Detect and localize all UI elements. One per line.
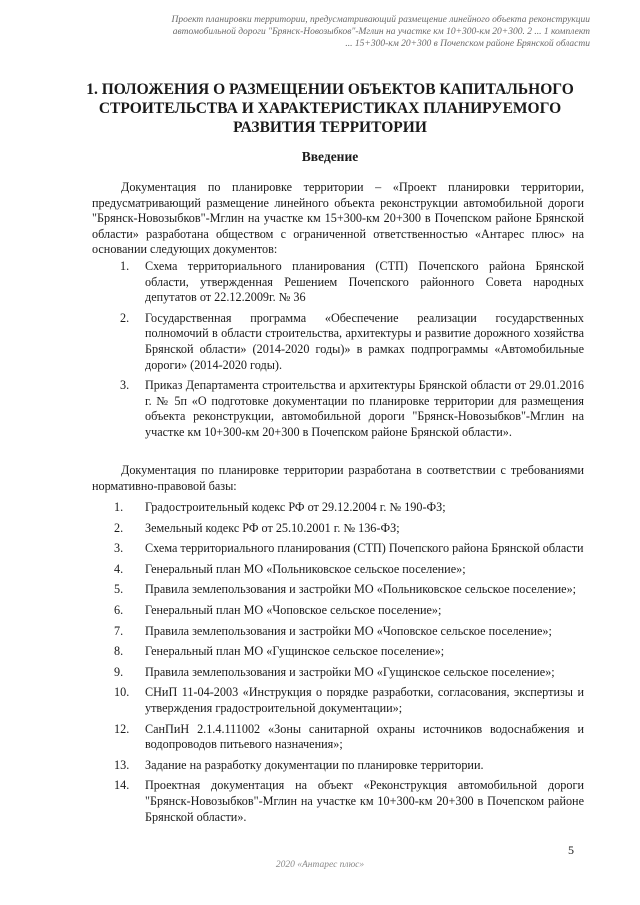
- list-item: [92, 722, 584, 753]
- list-item-text: Градостроительный кодекс РФ от 29.12.2004 г. № 190-ФЗ;: [145, 500, 446, 514]
- list-item: [92, 500, 584, 516]
- basis-documents-list: [92, 259, 584, 446]
- list-item-text: Правила землепользования и застройки МО «Чоповское сельское поселение»;: [145, 623, 552, 638]
- intro-paragraph: Документация по планировке территории – «Проект планировки территории, предусматривающий размещение линейного объекта реконструкции автомобильной дороги "Брянск-Новозыбков"-Мглин на участке км 15+300-км 20+300 в Почепском районе Брянской области» разработана обществом с ограниченной ответственностью «Антарес плюс» на основании следующих документов:: [92, 180, 584, 257]
- list-item-number: 8.: [114, 644, 124, 659]
- list-item-text: Проектная документация на объект «Реконструкция автомобильной дороги "Брянск-Новозыбков"-Мглин на участке км 10+300-км 20+300 в Почепском районе Брянской области».: [145, 778, 584, 824]
- list-item: [92, 521, 584, 537]
- regulatory-list: [92, 500, 584, 830]
- list-item-text: Правила землепользования и застройки МО «Польниковское сельское поселение»;: [145, 582, 577, 597]
- list-item-text: Правила землепользования и застройки МО «Гущинское сельское поселение»;: [145, 664, 555, 679]
- list-item-text: Схема территориального планирования (СТП) Почепского района Брянской области, утвержденная Решением Почепского районного Совета народных депутатов от 22.12.2009г. № 36: [145, 259, 584, 305]
- list-item-number: 14.: [114, 778, 130, 793]
- list-item-text: Генеральный план МО «Польниковское сельское поселение»;: [145, 561, 466, 576]
- header-line-1: Проект планировки территории, предусматривающий размещение линейного объекта реконструкции: [171, 15, 590, 25]
- list-item: [92, 685, 584, 716]
- list-item-number: 1.: [114, 500, 124, 514]
- list-item: [92, 624, 584, 640]
- list-item-number: 5.: [114, 582, 124, 597]
- list-item: [92, 582, 584, 598]
- list-item: [92, 758, 584, 774]
- list-item: [92, 603, 584, 619]
- list-item: [92, 259, 584, 306]
- list-item-text: СанПиН 2.1.4.111002 «Зоны санитарной охраны источников водоснабжения и водопроводов питьевого назначения»;: [145, 721, 584, 752]
- list-item-text: Земельный кодекс РФ от 25.10.2001 г. № 136-ФЗ;: [145, 520, 400, 535]
- list-item-number: 3.: [114, 541, 124, 556]
- subsection-title: Введение: [301, 149, 359, 164]
- header-line-3: ... 15+300-км 20+300 в Почепском районе Брянской области: [345, 39, 590, 49]
- list-item-number: 2.: [114, 520, 124, 535]
- list-item-text: Генеральный план МО «Чоповское сельское поселение»;: [145, 602, 442, 617]
- list-item: [92, 562, 584, 578]
- list-item: [92, 541, 584, 557]
- section-title: 1. ПОЛОЖЕНИЯ О РАЗМЕЩЕНИИ ОБЪЕКТОВ КАПИТАЛЬНОГО СТРОИТЕЛЬСТВА И ХАРАКТЕРИСТИКАХ ПЛАНИРУЕМОГО РАЗВИТИЯ ТЕРРИТОРИИ: [86, 81, 574, 136]
- list-item-number: 2.: [120, 310, 130, 325]
- list-item: [92, 778, 584, 825]
- list-item-number: 4.: [114, 561, 124, 576]
- list-item-text: Генеральный план МО «Гущинское сельское поселение»;: [145, 644, 445, 659]
- running-header: [70, 14, 590, 50]
- list-item-number: 12.: [114, 721, 130, 736]
- list-item: [92, 665, 584, 681]
- list-item-number: 7.: [114, 623, 124, 638]
- running-footer: 2020 «Антарес плюс»: [275, 860, 365, 870]
- list-item-text: Государственная программа «Обеспечение реализации государственных полномочий в области строительства, архитектуры и развитие дорожного хозяйства Брянской области» (2014-2020 годы)» в рамках подпрограммы «Автомобильные дороги» (2014-2020 годы).: [145, 310, 584, 372]
- list-item-number: 6.: [114, 602, 124, 617]
- list-item: [92, 378, 584, 440]
- list-item-text: Схема территориального планирования (СТП) Почепского района Брянской области: [145, 541, 584, 556]
- list-item-number: 3.: [120, 378, 130, 393]
- list-item: [92, 311, 584, 373]
- list-item: [92, 644, 584, 660]
- list-item-number: 9.: [114, 664, 124, 679]
- regulatory-intro-paragraph: Документация по планировке территории разработана в соответствии с требованиями нормативно-правовой базы:: [92, 463, 584, 493]
- list-item-text: СНиП 11-04-2003 «Инструкция о порядке разработки, согласования, экспертизы и утверждения градостроительной документации»;: [145, 685, 584, 715]
- list-item-text: Задание на разработку документации по планировке территории.: [145, 757, 484, 772]
- header-line-2: автомобильной дороги "Брянск-Новозыбков"-Мглин на участке км 10+300-км 20+300. 2 ... 1 комплект: [172, 27, 590, 37]
- list-item-number: 1.: [120, 259, 130, 273]
- list-item-number: 10.: [114, 685, 130, 700]
- list-item-number: 13.: [114, 757, 130, 772]
- list-item-text: Приказ Департамента строительства и архитектуры Брянской области от 29.01.2016 г. № 5п «О подготовке документации по планировке территории для размещения объекта реконструкции, автомобильной дороги "Брянск-Новозыбков"-Мглин на участке км 10+300-км 20+300 в Почепском районе Брянской области».: [145, 378, 584, 439]
- page-number: 5: [568, 843, 574, 857]
